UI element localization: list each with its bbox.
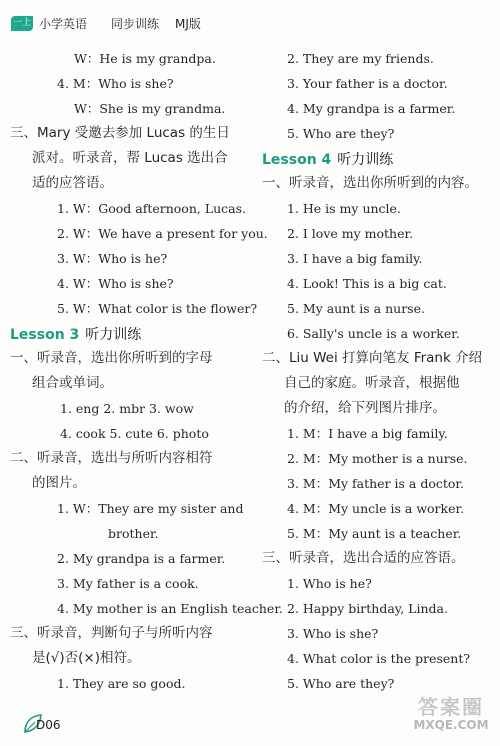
script-line: 5. Who are they?: [287, 126, 395, 141]
question-instruction: 派对。听录音，帮 Lucas 选出合: [32, 150, 228, 166]
series-label: 同步训练: [111, 17, 160, 31]
script-line: 1. W：They are my sister and: [57, 501, 244, 516]
script-line: 2. They are my friends.: [287, 51, 434, 66]
script-line: 4. My mother is an English teacher.: [57, 601, 283, 616]
script-line: 1. eng 2. mbr 3. wow: [60, 401, 194, 416]
question-instruction: 一、听录音，选出你所听到的内容。: [262, 175, 478, 191]
script-line: 2. I love my mother.: [287, 226, 414, 241]
script-line: 5. M：My aunt is a teacher.: [287, 526, 462, 541]
watermark: [410, 695, 492, 734]
question-instruction: 二、听录音，选出与所听内容相符: [10, 450, 213, 466]
watermark-url: MXQE.COM: [413, 718, 489, 732]
question-instruction: 是(√)否(×)相符。: [32, 650, 141, 666]
script-line: 4. My grandpa is a farmer.: [287, 101, 456, 116]
script-line: 4. M：My uncle is a worker.: [287, 501, 465, 516]
question-instruction: 三、Mary 受邀去参加 Lucas 的生日: [10, 125, 230, 141]
script-line: 1. They are so good.: [57, 676, 186, 691]
script-line: 5. Who are they?: [287, 676, 395, 691]
script-line: 3. M：My father is a doctor.: [287, 476, 464, 491]
question-instruction: 三、听录音，判断句子与所听内容: [10, 625, 213, 641]
grade-badge: 一上: [11, 16, 33, 31]
lesson-heading: [10, 321, 141, 347]
script-line: 4. What color is the present?: [287, 651, 471, 666]
script-line: brother.: [108, 526, 159, 541]
script-line: 4. cook 5. cute 6. photo: [60, 426, 209, 441]
script-line: 1. W：Good afternoon, Lucas.: [57, 201, 247, 216]
script-line: 3. My father is a cook.: [57, 576, 199, 591]
script-line: 2. My grandpa is a farmer.: [57, 551, 226, 566]
script-line: 5. W：What color is the flower?: [57, 301, 258, 316]
script-line: 2. Happy birthday, Linda.: [287, 601, 448, 616]
question-instruction: 的介绍，给下列图片排序。: [284, 400, 446, 416]
subject-label: 小学英语: [39, 17, 88, 31]
script-line: 3. Who is she?: [287, 626, 379, 641]
script-line: 1. He is my uncle.: [287, 201, 401, 216]
question-instruction: 自己的家庭。听录音，根据他: [284, 375, 460, 391]
script-line: W：She is my grandma.: [74, 101, 226, 116]
script-line: 4. M：Who is she?: [57, 76, 174, 91]
question-instruction: 二、Liu Wei 打算向笔友 Frank 介绍: [262, 350, 483, 366]
script-line: 4. W：Who is she?: [57, 276, 174, 291]
question-instruction: 三、听录音，选出合适的应答语。: [262, 550, 465, 566]
script-line: W：He is my grandpa.: [74, 51, 216, 66]
lesson-tag: Lesson 3: [10, 327, 80, 343]
lesson-title: 听力训练: [337, 152, 394, 168]
lesson-tag: Lesson 4: [262, 152, 332, 168]
script-line: 2. M：My mother is a nurse.: [287, 451, 468, 466]
page-header: [0, 0, 500, 44]
question-instruction: 的图片。: [32, 475, 86, 491]
script-line: 3. Your father is a doctor.: [287, 76, 448, 91]
script-line: 3. W：Who is he?: [57, 251, 168, 266]
script-line: 4. Look! This is a big cat.: [287, 276, 447, 291]
script-line: 1. Who is he?: [287, 576, 372, 591]
watermark-logo-text: 答案圈: [418, 695, 484, 719]
edition-label: MJ版: [175, 17, 201, 31]
script-line: 2. W：We have a present for you.: [57, 226, 268, 241]
lesson-title: 听力训练: [85, 327, 142, 343]
page-number: D06: [36, 718, 61, 732]
question-instruction: 适的应答语。: [32, 175, 113, 191]
script-line: 6. Sally's uncle is a worker.: [287, 326, 460, 341]
script-line: 5. My aunt is a nurse.: [287, 301, 425, 316]
lesson-heading: [262, 146, 393, 172]
question-instruction: 组合或单词。: [32, 375, 113, 391]
question-instruction: 一、听录音，选出你所听到的字母: [10, 350, 213, 366]
script-line: 3. I have a big family.: [287, 251, 423, 266]
script-line: 1. M：I have a big family.: [287, 426, 448, 441]
